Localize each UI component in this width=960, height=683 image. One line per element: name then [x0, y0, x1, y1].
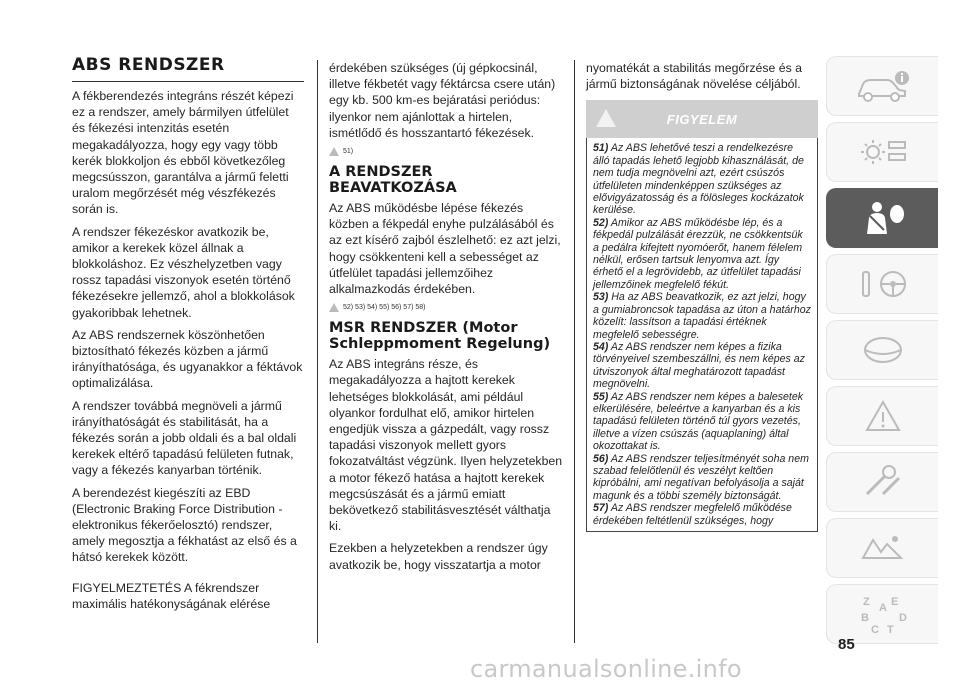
paragraph: A rendszer továbbá megnöveli a jármű irányíthatóságát és stabilitását, ha a fékezés során a jobb oldali és a bal oldali kerekek eltérő tapadású felületen futnak, vagy a fékezés kanyarban történik.	[72, 398, 297, 478]
reference-numbers: 52) 53) 54) 55) 56) 57) 58)	[343, 304, 426, 312]
warning-triangle-icon	[329, 147, 339, 156]
tab-safety[interactable]	[826, 188, 938, 248]
warning-box-header	[586, 100, 818, 138]
warning-reference	[329, 303, 563, 312]
warning-number: 57)	[593, 502, 609, 515]
warning-text: Az ABS lehetővé teszi a rendelkezésre álló tapadás lehető legjobb kihasználását, de nem tudja megnövelni azt, ezért csúszós útfelületen mindenképpen szükséges az elővigyázatosság és a fölösleges kockázatok kerülése.	[593, 142, 804, 217]
paragraph: A fékberendezés integráns részét képezi ez a rendszer, amely bármilyen útfelület és fékezési intenzitás esetén megakadályozza, hogy egy vagy több kerék blokkoljon és ebből következőleg megcsússzon, garantálva a jármű feletti uralom megőrzését még vészfékezés során is.	[72, 89, 294, 217]
column-3	[586, 60, 818, 532]
tab-emergency[interactable]	[826, 386, 938, 446]
section-title: ABS RENDSZER	[72, 55, 304, 82]
warning-number: 52)	[593, 216, 609, 229]
column-separator	[574, 60, 575, 643]
subsection-heading: MSR RENDSZER (Motor Schleppmoment Regelung)	[329, 320, 551, 353]
key-steering-icon	[853, 264, 913, 304]
svg-text:D: D	[898, 612, 907, 624]
paragraph: Az ABS integráns része, és megakadályozza a hajtott kerekek lehetséges blokkolását, ami például olyankor fordulhat elő, amikor hirtelen engedjük vissza a gázpedált, vagy rossz tapadási viszonyok mellett gyors fokozatváltást végzünk. Ilyen helyzetekben a motor fékező hatása a hajtott kerekek megcsúszását és a jármű emiatt bekövetkező stabilitásvesztését válthatja ki.	[329, 357, 563, 534]
paragraph: Az ABS működésbe lépése fékezés közben a fékpedál enyhe pulzálásából és az ezt kísérő zajból észlelhető: ez azt jelzi, hogy csökkenteni kell a sebességet az útfelület tapadási jellemzőihez alkalmazkodás érdekében.	[329, 201, 561, 297]
tab-starting-driving[interactable]	[826, 254, 938, 314]
svg-text:C: C	[870, 624, 879, 636]
paragraph: Az ABS rendszernek köszönhetően biztosítható fékezés közben a jármű irányíthatósága, és ugyanakkor a féktávok optimalizálása.	[72, 327, 303, 391]
subsection-heading: A RENDSZER BEAVATKOZÁSA	[329, 164, 457, 197]
svg-text:T: T	[886, 624, 894, 636]
warning-number: 51)	[593, 142, 609, 155]
seatbelt-airbag-icon	[853, 198, 913, 238]
index-letters-icon	[853, 591, 913, 637]
warning-item	[593, 453, 811, 503]
tab-technical-data[interactable]	[826, 518, 938, 578]
watermark: carmanualsonline.info	[470, 655, 742, 683]
warning-item	[593, 142, 811, 216]
paragraph: A berendezést kiegészíti az EBD (Electronic Braking Force Distribution - elektronikus fékerőelosztó) rendszer, amely megosztja a fékhatást az első és a hátsó kerekek között.	[72, 485, 297, 565]
column-1	[72, 55, 304, 618]
paragraph: érdekében szükséges (új gépkocsinál, illetve fékbetét vagy féktárcsa csere után) egy kb. 500 km-es bejáratási periódus: ilyenkor nem ajánlottak a hirtelen, ismétlődő és hosszantartó fékezések.	[329, 61, 556, 140]
warning-number: 54)	[593, 340, 609, 353]
technical-data-icon	[853, 462, 913, 502]
reference-numbers: 51)	[343, 148, 354, 156]
dashboard-lights-icon	[853, 132, 913, 172]
warning-item	[593, 291, 811, 341]
warning-text: Az ABS rendszer teljesítményét soha nem szabad felelőtlenül és veszélyt keltően kipróbálni, ami negatívan befolyásolja a saját magunk és a többi személy biztonságát.	[593, 452, 809, 502]
warning-box	[586, 138, 818, 532]
paragraph: A rendszer fékezéskor avatkozik be, amikor a kerekek közel állnak a blokkoláshoz. Ez vészhelyzetben vagy rossz tapadási viszonyok esetén történő fékezésekre jellemző, ahol a blokkolások gyakoribbak lehetnek.	[72, 224, 295, 320]
warning-text: Az ABS rendszer nem képes a balesetek elkerülésére, beleértve a kanyarban és a kis tapadású felületen történő túl gyors vezetés, illetve a vízen csúszás (aquaplaning) által okozottakat is.	[593, 390, 804, 453]
warning-number: 56)	[593, 452, 609, 465]
tab-steering[interactable]	[826, 320, 938, 380]
warning-item	[593, 217, 811, 291]
warning-box-title: FIGYELEM	[666, 111, 738, 127]
tab-index[interactable]	[826, 584, 938, 644]
warning-triangle-icon	[596, 109, 616, 127]
breakdown-warning-icon	[853, 330, 913, 370]
warning-text: Ha az ABS beavatkozik, ez azt jelzi, hogy a gumiabroncsok tapadása az úton a határhoz közelít: lassítson a tapadási értéknek megfelelő sebességre.	[593, 291, 811, 341]
chapter-tabs	[826, 56, 938, 650]
warning-reference	[329, 147, 563, 156]
tab-dashboard[interactable]	[826, 122, 938, 182]
warning-text: Amikor az ABS működésbe lép, és a fékpedál pulzálását érezzük, ne csökkentsük a pedálra kifejtett nyomóerőt, hanem félelem nélkül, erősen tartsuk lenyomva azt. Így érhető el a legrövidebb, az útfelület tapadási jellemzőinek megfelelő fékút.	[593, 216, 803, 291]
multimedia-icon	[853, 528, 913, 568]
paragraph: Ezekben a helyzetekben a rendszer úgy avatkozik be, hogy visszatartja a motor	[329, 541, 548, 572]
tab-maintenance[interactable]	[826, 452, 938, 512]
page-number: 85	[838, 636, 855, 653]
warning-item	[593, 341, 811, 391]
warning-number: 53)	[593, 291, 609, 304]
warning-number: 55)	[593, 390, 609, 403]
warning-item	[593, 502, 811, 527]
svg-text:B: B	[860, 612, 869, 624]
warning-text: Az ABS rendszer megfelelő működése érdekében feltétlenül szükséges, hogy	[593, 502, 792, 527]
maintenance-wrench-icon	[853, 396, 913, 436]
warning-text: Az ABS rendszer nem képes a fizika törvényeivel szembeszállni, és nem képes az útviszonyok által meghatározott tapadást megnövelni.	[593, 340, 805, 391]
svg-text:E: E	[890, 596, 898, 608]
column-2	[329, 60, 563, 579]
warning-triangle-icon	[329, 303, 339, 312]
svg-text:A: A	[878, 602, 887, 614]
car-info-icon	[853, 66, 913, 106]
warning-item	[593, 391, 811, 453]
column-separator	[317, 60, 318, 643]
tab-car-info[interactable]	[826, 56, 938, 116]
svg-text:Z: Z	[862, 596, 870, 608]
warning-note: FIGYELMEZTETÉS A fékrendszer maximális hatékonyságának elérése	[72, 580, 271, 611]
paragraph: nyomatékát a stabilitás megőrzése és a jármű biztonságának növelése céljából.	[586, 61, 802, 92]
